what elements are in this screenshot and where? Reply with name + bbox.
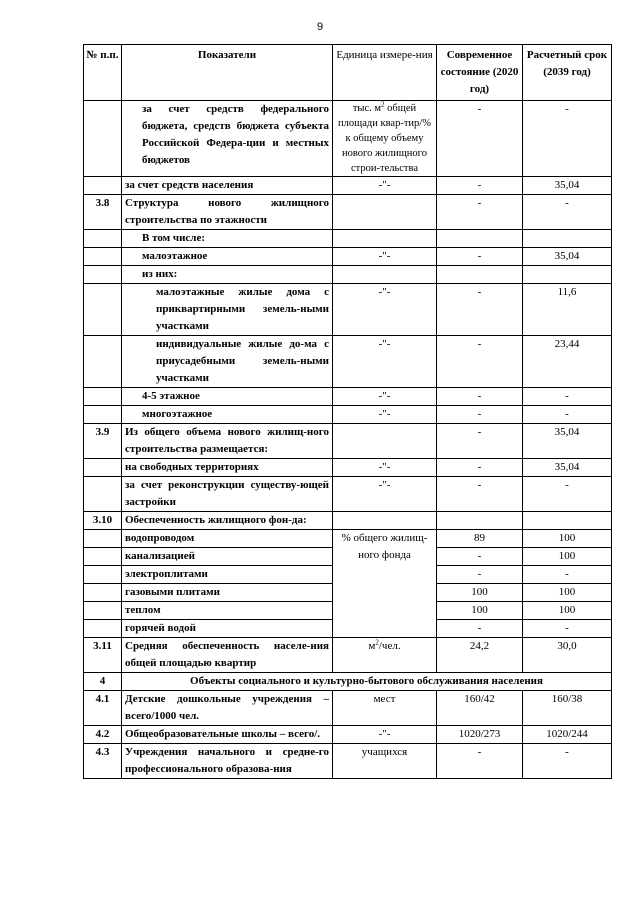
row-current: 1020/273 [437,726,523,744]
row-unit [333,266,437,284]
row-num [84,602,122,620]
row-num [84,336,122,388]
row-current: - [437,101,523,177]
row-current: 160/42 [437,691,523,726]
row-planned [523,512,612,530]
row-planned: 160/38 [523,691,612,726]
row-num [84,266,122,284]
row-num [84,566,122,584]
row-indicator: малоэтажное [122,248,333,266]
row-planned: - [523,195,612,230]
row-unit [333,512,437,530]
section-row [84,673,612,691]
row-num [84,584,122,602]
row-indicator: малоэтажные жилые дома с приквартирными земель-ными участками [122,284,333,336]
row-planned: 100 [523,584,612,602]
row-unit: учащихся [333,744,437,779]
row-unit: -"- [333,336,437,388]
row-planned: 100 [523,530,612,548]
row-current: 100 [437,584,523,602]
indicators-table [83,44,612,779]
table-row [84,691,612,726]
row-indicator: канализацией [122,548,333,566]
row-indicator: В том числе: [122,230,333,248]
row-indicator: за счет средств федерального бюджета, средств бюджета субъекта Российской Федера-ции и местных бюджетов [122,101,333,177]
table-row [84,177,612,195]
header-current: Современное состояние (2020 год) [437,45,523,101]
row-indicator: электроплитами [122,566,333,584]
row-num [84,248,122,266]
table-row [84,726,612,744]
row-unit: $м^2$/чел. [333,638,437,673]
table-row [84,101,612,177]
row-current: - [437,406,523,424]
row-planned: 30,0 [523,638,612,673]
table-row [84,477,612,512]
table-row [84,459,612,477]
row-current: - [437,284,523,336]
row-planned: - [523,620,612,638]
row-current: 89 [437,530,523,548]
table-row [84,336,612,388]
row-current: 24,2 [437,638,523,673]
table-row [84,530,612,548]
row-num: 4.2 [84,726,122,744]
header-unit: Единица измере-ния [333,45,437,101]
row-current: - [437,336,523,388]
row-indicator: индивидуальные жилые до-ма с приусадебными земель-ными участками [122,336,333,388]
row-num [84,388,122,406]
row-planned: 100 [523,602,612,620]
table-header-row [84,45,612,101]
row-current: - [437,195,523,230]
row-planned: 35,04 [523,248,612,266]
row-unit: -"- [333,284,437,336]
row-indicator: Детские дошкольные учреждения – всего/1000 чел. [122,691,333,726]
row-current [437,512,523,530]
row-unit: -"- [333,459,437,477]
page-number: 9 [316,21,324,33]
row-indicator: Обеспеченность жилищного фон-да: [122,512,333,530]
table-row [84,195,612,230]
row-num [84,548,122,566]
row-planned: - [523,388,612,406]
header-indicator: Показатели [122,45,333,101]
row-current: - [437,424,523,459]
table-row [84,284,612,336]
row-num [84,284,122,336]
row-num: 3.10 [84,512,122,530]
row-indicator: водопроводом [122,530,333,548]
row-num [84,177,122,195]
header-num: № п.п. [84,45,122,101]
row-current: - [437,388,523,406]
row-planned [523,230,612,248]
row-unit [333,424,437,459]
row-current [437,230,523,248]
row-unit: тыс. $м^2$ общей площади квар-тир/% к общему объему нового жилищного строи-тельства [333,101,437,177]
row-indicator: горячей водой [122,620,333,638]
row-current [437,266,523,284]
row-current: - [437,566,523,584]
row-current: - [437,548,523,566]
section-title: Объекты социального и культурно-бытового обслуживания населения [122,673,612,691]
row-unit: -"- [333,406,437,424]
row-unit [333,195,437,230]
table-row [84,406,612,424]
row-unit: -"- [333,477,437,512]
row-planned: 35,04 [523,459,612,477]
row-planned: 1020/244 [523,726,612,744]
row-current: - [437,744,523,779]
row-planned: 11,6 [523,284,612,336]
row-num: 4.3 [84,744,122,779]
row-planned: - [523,101,612,177]
row-num [84,620,122,638]
row-indicator: Средняя обеспеченность населе-ния общей площадью квартир [122,638,333,673]
table-row [84,248,612,266]
row-indicator: за счет средств населения [122,177,333,195]
row-current: - [437,620,523,638]
table-row [84,266,612,284]
row-indicator: Учреждения начального и средне-го профессионального образова-ния [122,744,333,779]
row-indicator: Структура нового жилищного строительства по этажности [122,195,333,230]
row-num [84,101,122,177]
row-current: - [437,459,523,477]
row-indicator: из них: [122,266,333,284]
row-planned: 35,04 [523,424,612,459]
row-planned: 35,04 [523,177,612,195]
row-planned: - [523,406,612,424]
row-num [84,406,122,424]
section-num: 4 [84,673,122,691]
row-indicator: газовыми плитами [122,584,333,602]
table-row [84,388,612,406]
row-planned: 23,44 [523,336,612,388]
row-unit: -"- [333,388,437,406]
row-num [84,477,122,512]
row-unit: мест [333,691,437,726]
row-current: - [437,248,523,266]
row-indicator: Общеобразовательные школы – всего/. [122,726,333,744]
row-unit [333,230,437,248]
row-unit: -"- [333,177,437,195]
row-indicator: многоэтажное [122,406,333,424]
row-indicator: за счет реконструкции существу-ющей застройки [122,477,333,512]
row-indicator: Из общего объема нового жилищ-ного строительства размещается: [122,424,333,459]
table-row [84,512,612,530]
row-current: - [437,177,523,195]
row-num [84,230,122,248]
row-num [84,530,122,548]
table-row [84,424,612,459]
row-planned [523,266,612,284]
row-num: 3.8 [84,195,122,230]
row-unit: -"- [333,726,437,744]
row-current: - [437,477,523,512]
row-planned: - [523,477,612,512]
header-planned: Расчетный срок (2039 год) [523,45,612,101]
row-indicator: на свободных территориях [122,459,333,477]
row-planned: - [523,566,612,584]
table-row [84,744,612,779]
row-num: 4.1 [84,691,122,726]
row-indicator: 4-5 этажное [122,388,333,406]
row-current: 100 [437,602,523,620]
row-indicator: теплом [122,602,333,620]
row-unit: % общего жилищ-ного фонда [333,530,437,638]
row-num: 3.11 [84,638,122,673]
table-row [84,638,612,673]
row-planned: 100 [523,548,612,566]
row-planned: - [523,744,612,779]
row-num [84,459,122,477]
row-unit: -"- [333,248,437,266]
table-row [84,230,612,248]
row-num: 3.9 [84,424,122,459]
